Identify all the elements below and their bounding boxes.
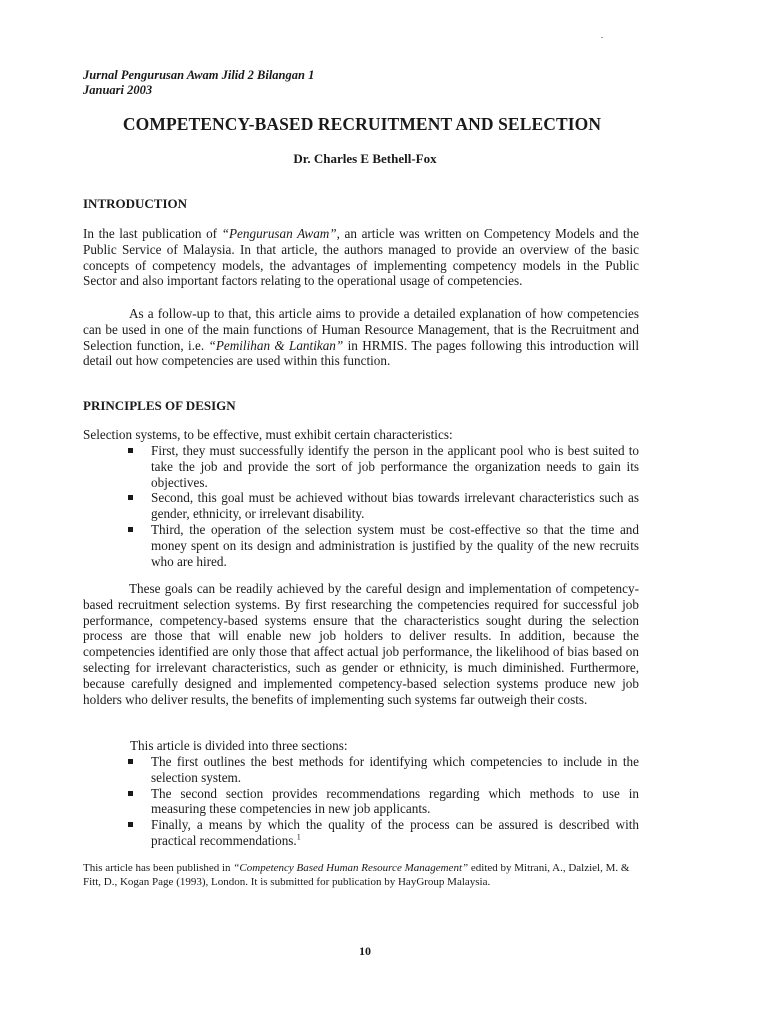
bullet-icon	[128, 791, 133, 796]
intro-p1-text-b: , an article was written on Competency Models and the Public Service of Malaysia. In that article, the authors managed to provide an overview of the basic concepts of competency models, the advantages of implementing competency models in the Public Sector and also important factors relating to the operational usage of competencies.	[83, 226, 640, 289]
footnote-text-a: This article has been published in	[83, 862, 234, 874]
sections-lead: This article is divided into three sections:	[130, 738, 348, 753]
list-item-text: First, they must successfully identify the person in the applicant pool who is best suited to take the job and provide the sort of job performance the organization needs to gain its objectives.	[151, 443, 639, 490]
intro-p1-publication-name: “Pengurusan Awam”	[221, 226, 337, 241]
article-title: COMPETENCY-BASED RECRUITMENT AND SELECTION	[122, 114, 602, 134]
list-item	[128, 522, 639, 569]
list-item-text: Third, the operation of the selection system must be cost-effective so that the time and money spent on its design and administration is justified by the quality of the new recruits who are hired.	[151, 521, 639, 569]
principles-lead: Selection systems, to be effective, must exhibit certain characteristics:	[83, 427, 453, 442]
principles-heading: PRINCIPLES OF DESIGN	[83, 398, 236, 413]
introduction-heading: INTRODUCTION	[83, 196, 188, 211]
footnote-book-title: “Competency Based Human Resource Management”	[233, 862, 469, 874]
intro-p2-function-name: “Pemilihan & Lantikan”	[208, 337, 344, 353]
footnote	[83, 862, 643, 889]
principles-paragraph: These goals can be readily achieved by the careful design and implementation of competency-based recruitment selection systems. By first researching the competencies required for successful job performance, competency-based systems ensure that the characteristics sought during the selection process are those that will enable new job holders to deliver results. In addition, because the competencies identified are only those that affect actual job performance, the likelihood of bias based on selecting for irrelevant characteristics, such as gender or ethnicity, is much diminished. Furthermore, because carefully designed and implemented competency-based selection systems produce new job holders who deliver results, the benefits of implementing such systems far outweigh their costs.	[83, 581, 639, 707]
footnote-text-b: edited by Mitrani, A., Dalziel, M. & Fitt, D., Kogan Page (1993), London. It is submitted for publication by HayGroup Malaysia.	[83, 862, 630, 888]
list-item	[128, 443, 639, 490]
list-item-text: The second section provides recommendations regarding which methods to use in measuring these competencies in new job applicants.	[151, 785, 639, 817]
intro-p1-text-a: In the last publication of	[83, 226, 222, 241]
list-item-text: Second, this goal must be achieved without bias towards irrelevant characteristics such as gender, ethnicity, or irrelevant disability.	[151, 490, 639, 522]
journal-header	[83, 68, 314, 98]
list-item-text: Finally, a means by which the quality of the process can be assured is described with practical recommendations.	[151, 817, 639, 848]
journal-date-line: Januari 2003	[83, 83, 153, 97]
bullet-icon	[128, 759, 133, 764]
list-item-text: The first outlines the best methods for identifying which competencies to include in the selection system.	[151, 754, 639, 785]
bullet-icon	[128, 822, 133, 827]
article-author: Dr. Charles E Bethell-Fox	[293, 151, 437, 166]
list-item	[128, 490, 639, 522]
list-item	[128, 754, 639, 786]
list-item	[128, 817, 639, 849]
scan-speck	[601, 37, 603, 38]
bullet-icon	[128, 448, 133, 453]
characteristics-list	[128, 443, 639, 569]
bullet-icon	[128, 527, 133, 532]
list-item	[128, 786, 639, 818]
journal-title-line: Jurnal Pengurusan Awam Jilid 2 Bilangan 1	[83, 68, 315, 82]
introduction-paragraph-1	[83, 226, 639, 289]
intro-p2-text-b: in HRMIS. The pages following this introduction will detail out how competencies are used within this function.	[83, 337, 639, 369]
bullet-icon	[128, 495, 133, 500]
intro-p2-text-a: As a follow-up to that, this article aims to provide a detailed explanation of how competencies can be used in one of the main functions of Human Resource Management, that is the Recruitment and Selection function, i.e.	[83, 306, 639, 353]
page-number: 10	[359, 944, 371, 958]
sections-list	[128, 754, 639, 849]
footnote-marker: 1	[296, 832, 301, 842]
introduction-paragraph-2	[83, 306, 639, 369]
